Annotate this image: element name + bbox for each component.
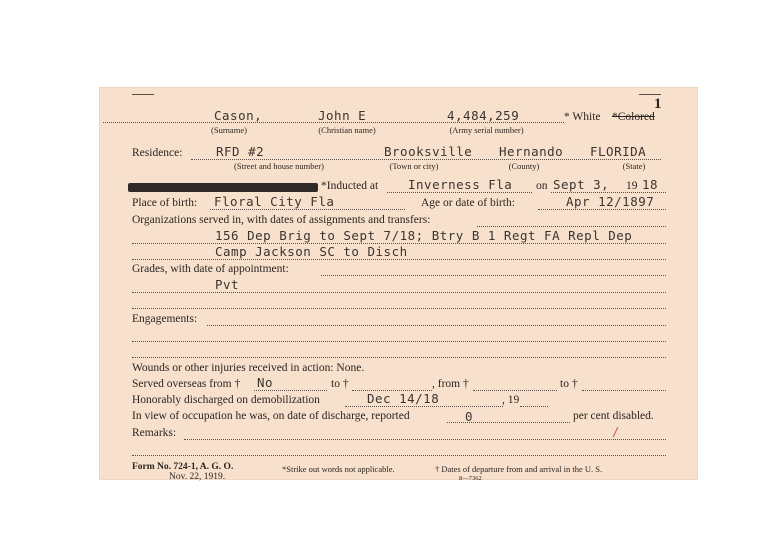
- inducted-line: [387, 192, 532, 193]
- race-white: * White: [564, 111, 601, 123]
- christian-name-value: John E: [318, 108, 367, 123]
- age-label: Age or date of birth:: [421, 197, 515, 209]
- year-prefix: 19: [626, 180, 638, 192]
- inducted-at-value: Inverness Fla: [408, 177, 513, 192]
- serial-number-value: 4,484,259: [447, 108, 520, 123]
- birth-date-value: Apr 12/1897: [566, 194, 655, 209]
- print-code: 8—7362: [459, 475, 482, 482]
- discharged-year-line: [520, 406, 548, 407]
- state-value: FLORIDA: [590, 144, 647, 159]
- card-top-rule: [132, 94, 154, 95]
- inducted-year-value: 18: [642, 177, 659, 192]
- grades-label: Grades, with date of appointment:: [132, 263, 289, 275]
- on-label: on: [536, 180, 548, 192]
- remarks-line-1: [132, 455, 666, 456]
- engagements-line-1: [132, 341, 666, 342]
- grades-line-2: [132, 308, 666, 309]
- serial-caption: (Army serial number): [449, 125, 524, 135]
- overseas-from-line: [254, 390, 327, 391]
- organizations-value-2: Camp Jackson SC to Disch: [215, 244, 408, 259]
- orgs-line-0: [477, 226, 666, 227]
- christian-name-caption: (Christian name): [318, 125, 376, 135]
- disability-suffix: per cent disabled.: [573, 410, 654, 422]
- street-value: RFD #2: [216, 144, 265, 159]
- disability-value: 0: [465, 409, 474, 424]
- footnote-dates: † Dates of departure from and arrival in the U. S.: [435, 464, 603, 474]
- county-value: Hernando: [499, 144, 564, 159]
- surname-caption: (Surname): [211, 125, 247, 135]
- street-caption: (Street and house number): [234, 161, 324, 171]
- to-label-2: to †: [560, 378, 578, 390]
- red-check-mark: [613, 427, 629, 437]
- state-caption: (State): [622, 161, 646, 171]
- to-label: to †: [331, 378, 349, 390]
- footnote-strike: *Strike out words not applicable.: [282, 464, 395, 474]
- grades-line-1: [132, 292, 666, 293]
- birth-place-label: Place of birth:: [132, 197, 198, 209]
- date-line: [551, 192, 666, 193]
- card-top-rule-right: [639, 94, 661, 95]
- grades-line-0: [321, 275, 666, 276]
- organizations-label: Organizations served in, with dates of assignments and transfers:: [132, 214, 431, 226]
- return-to-line: [582, 390, 666, 391]
- birth-place-line: [210, 209, 405, 210]
- service-record-card: [99, 87, 698, 480]
- remarks-line-0: [184, 439, 666, 440]
- surname-value: Cason,: [214, 108, 263, 123]
- town-caption: (Town or city): [389, 161, 439, 171]
- overseas-label: Served overseas from †: [132, 378, 241, 390]
- engagements-line-0: [207, 325, 666, 326]
- organizations-value-1: 156 Dep Brig to Sept 7/18; Btry B 1 Regt FA Repl Dep: [215, 228, 633, 243]
- from-label: , from †: [432, 378, 469, 390]
- discharged-date-value: Dec 14/18: [367, 391, 440, 406]
- residence-line: [191, 159, 661, 160]
- inducted-label: *Inducted at: [321, 180, 379, 192]
- engagements-line-2: [132, 357, 666, 358]
- orgs-line-2: [132, 259, 666, 260]
- disability-label: In view of occupation he was, on date of discharge, reported: [132, 410, 410, 422]
- page-number: 1: [654, 96, 662, 112]
- overseas-value: No: [257, 375, 274, 390]
- race-colored: *Colored: [612, 111, 655, 123]
- form-date: Nov. 22, 1919.: [169, 472, 226, 482]
- return-from-line: [473, 390, 557, 391]
- redacted-enlisted-text: [128, 183, 318, 192]
- residence-label: Residence:: [132, 147, 183, 159]
- birth-date-line: [538, 209, 666, 210]
- discharged-label: Honorably discharged on demobilization: [132, 394, 320, 406]
- grade-value: Pvt: [215, 277, 240, 292]
- engagements-label: Engagements:: [132, 313, 198, 325]
- wounds-label: Wounds or other injuries received in action: None.: [132, 362, 365, 374]
- birth-place-value: Floral City Fla: [214, 194, 335, 209]
- discharged-line: [345, 406, 503, 407]
- town-value: Brooksville: [384, 144, 473, 159]
- county-caption: (County): [508, 161, 540, 171]
- remarks-label: Remarks:: [132, 427, 177, 439]
- form-number: Form No. 724-1, A. G. O.: [132, 462, 234, 472]
- inducted-date-value: Sept 3,: [553, 177, 610, 192]
- discharged-year-prefix: , 19: [502, 394, 520, 406]
